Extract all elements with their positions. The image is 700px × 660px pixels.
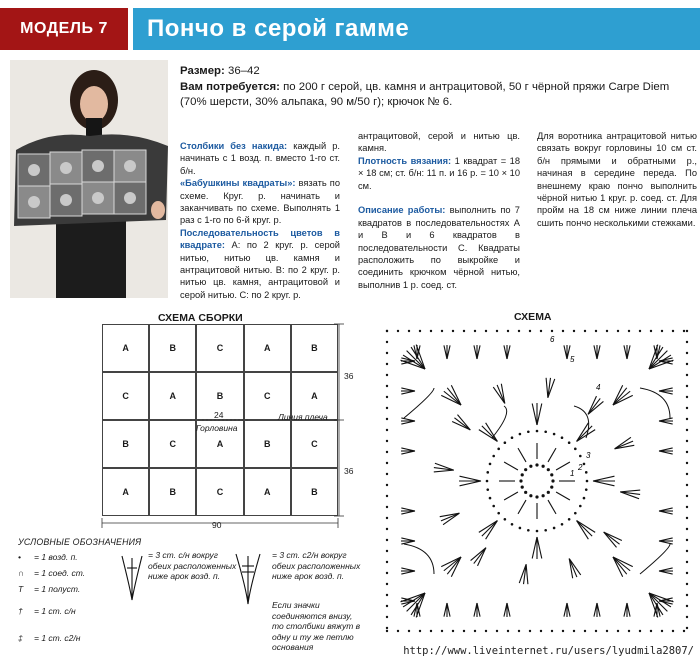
chain-stitch [474, 330, 476, 332]
assembly-square: B [244, 420, 291, 468]
chain-stitch [551, 630, 553, 632]
chain-stitch [686, 605, 688, 607]
chain-stitch [497, 512, 500, 515]
chain-stitch [583, 497, 586, 500]
chain-stitch [386, 517, 388, 519]
chain-stitch [686, 385, 688, 387]
chain-stitch [386, 418, 388, 420]
chain-stitch [386, 495, 388, 497]
granny-heading: «Бабушкины квадраты»: [180, 178, 296, 189]
stitch-heading: Столбики без накида: [180, 141, 288, 151]
chain-stitch [686, 572, 688, 574]
chain-stitch [686, 462, 688, 464]
chain-stitch [386, 506, 388, 508]
stitch-text: каждый р. начинать с 1 возд. п. вместо 1-го ст. б/н. [180, 141, 340, 176]
chain-stitch [686, 352, 688, 354]
chain-stitch [583, 463, 586, 466]
chain-stitch [639, 630, 641, 632]
chain-stitch [686, 517, 688, 519]
chain-stitch [507, 330, 509, 332]
chain-stitch [535, 463, 538, 466]
assembly-square: B [291, 324, 338, 372]
chain-stitch [585, 471, 588, 474]
legend-symbols [18, 552, 85, 649]
instructions-column-2 [358, 130, 520, 291]
chain-stitch [606, 330, 608, 332]
chain-stitch [686, 506, 688, 508]
chain-stitch [561, 523, 564, 526]
assembly-dimensions [0, 318, 360, 538]
chain-stitch [568, 441, 571, 444]
chain-stitch [606, 630, 608, 632]
chain-stitch [686, 407, 688, 409]
chain-stitch [504, 518, 507, 521]
assembly-square: A [102, 324, 149, 372]
chain-stitch [650, 330, 652, 332]
chain-stitch [561, 436, 564, 439]
model-badge: МОДЕЛЬ 7 [0, 8, 128, 50]
chain-stitch [686, 561, 688, 563]
chain-stitch [585, 488, 588, 491]
chain-stitch [519, 433, 522, 436]
cluster-stitch [604, 532, 617, 547]
assembly-square: B [291, 468, 338, 516]
round-number: 3 [586, 451, 591, 460]
chain-stitch [686, 451, 688, 453]
chain-stitch [397, 630, 399, 632]
cluster-stitch [537, 537, 542, 558]
chain-stitch [386, 330, 388, 332]
legend-item: ∩ = 1 соед. ст. [18, 568, 86, 578]
assembly-square: A [291, 372, 338, 420]
double-crochet-stitch [548, 448, 556, 462]
chain-stitch [595, 630, 597, 632]
chain-stitch [562, 630, 564, 632]
chain-stitch [686, 594, 688, 596]
chain-stitch [397, 330, 399, 332]
chain-stitch [386, 583, 388, 585]
chain-stitch [386, 616, 388, 618]
chain-stitch [496, 330, 498, 332]
chain-stitch [463, 330, 465, 332]
chain-stitch [542, 494, 545, 497]
chain-stitch [518, 330, 520, 332]
direction-arrow [492, 406, 507, 438]
assembly-square: C [244, 372, 291, 420]
double-crochet-stitch [556, 462, 570, 470]
chain-stitch [485, 630, 487, 632]
work-text: выполнить по 7 квадратов в последовательностях А и В и 6 квадратов в последовательности С. Квадраты расположить по выкройке и соединить крючком чёрной нитью, выполнив 1 р. соед. ст. [358, 205, 520, 290]
assembly-square: B [149, 324, 196, 372]
assembly-square: C [196, 324, 243, 372]
chain-stitch [386, 630, 388, 632]
chain-stitch [386, 341, 388, 343]
assembly-square: A [196, 420, 243, 468]
chain-stitch [536, 430, 539, 433]
chain-stitch [568, 518, 571, 521]
chain-stitch [386, 396, 388, 398]
chain-stitch [544, 529, 547, 532]
cluster-stitch [460, 476, 481, 481]
slip-stitch-icon: ∩ [18, 568, 25, 578]
chain-stitch [584, 630, 586, 632]
chain-stitch [686, 539, 688, 541]
legend-item: † = 1 ст. с/н [18, 606, 76, 616]
instructions-column-3 [537, 130, 697, 229]
dim-right-top: 36 [344, 371, 354, 381]
chain-stitch [386, 451, 388, 453]
chain-stitch [386, 572, 388, 574]
color-sequence-cont: антрацитовой, серой и нитью цв. камня. [358, 131, 520, 154]
size-label: Размер: [180, 65, 225, 77]
instructions-column-1 [180, 140, 340, 301]
chain-stitch [628, 330, 630, 332]
assembly-square: B [196, 372, 243, 420]
assembly-title: СХЕМА СБОРКИ [158, 312, 243, 324]
color-sequence-text: А: по 2 круг. р. серой нитью, нитью цв. камня и антрацитовой нитью. В: по 2 круг. р. нитью цв. камня, антрацитовой и серой нитью. С: по 2 круг. р. [180, 240, 340, 300]
chain-stitch [419, 630, 421, 632]
chain-stitch [452, 630, 454, 632]
chain-stitch [518, 630, 520, 632]
double-crochet-stitch [548, 500, 556, 514]
chain-stitch [584, 330, 586, 332]
chain-stitch [441, 630, 443, 632]
chain-stitch [686, 341, 688, 343]
cluster-stitch [546, 378, 548, 398]
chain-stitch [386, 440, 388, 442]
chain-stitch [573, 630, 575, 632]
chain-stitch [511, 523, 514, 526]
chain-stitch [686, 363, 688, 365]
chain-stitch [386, 374, 388, 376]
chain-stitch [574, 448, 577, 451]
round-number: 1 [570, 469, 575, 478]
chain-stitch [617, 630, 619, 632]
round-number: 4 [596, 383, 601, 392]
legend-item: • = 1 возд. п. [18, 552, 78, 562]
chain-stitch [579, 505, 582, 508]
crochet-chart [374, 318, 700, 644]
chain-stitch [550, 473, 553, 476]
gauge-text: 1 квадрат = 18 × 18 см; ст. б/н: 11 п. и 16 р. = 10 × 10 см. [358, 155, 520, 191]
cluster-stitch [526, 564, 528, 584]
chain-stitch [536, 530, 539, 533]
chain-stitch [452, 330, 454, 332]
chain-stitch [686, 495, 688, 497]
page-title: Пончо в серой гамме [133, 8, 700, 50]
chain-stitch [686, 473, 688, 475]
collar-text: Для воротника антрацитовой нитью связать вокруг горловины 10 см ст. б/н прямыми и обратными р., начиная в середине переда. По внешнему краю пончо выполнить чёрной нитью 1 круг. р. соед. ст. Для пройм на 18 см ниже линии плеча сшить пончо несколькими стежками. [537, 131, 697, 228]
assembly-square: B [149, 468, 196, 516]
cluster-stitch [537, 404, 542, 425]
legend-item: ‡ = 1 ст. с2/н [18, 633, 81, 643]
chain-stitch [562, 330, 564, 332]
chain-stitch [683, 330, 685, 332]
granny-text: вязать по схеме. Круг. р. начинать и заканчивать по схеме. Выполнять 1 раз с 1-го по 6-й круг. р. [180, 178, 340, 226]
chain-stitch [639, 330, 641, 332]
neck-width-dim: 24 [214, 410, 224, 420]
cluster-stitch [434, 470, 454, 472]
double-crochet-icon: † [18, 606, 23, 616]
need-value: по 200 г серой, цв. камня и антрацитовой, 50 г чёрной пряжи Carpe Diem (70% шерсти, 30% альпака, 90 м/50 г); крючок № 6. [180, 80, 670, 108]
chain-stitch [386, 594, 388, 596]
dim-right-bottom: 36 [344, 466, 354, 476]
double-crochet-stitch [518, 448, 526, 462]
cluster-stitch [471, 548, 486, 561]
chain-stitch [386, 561, 388, 563]
chain-stitch [686, 374, 688, 376]
assembly-square: A [102, 468, 149, 516]
cluster-stitch [588, 401, 603, 414]
poncho-photo [10, 60, 168, 298]
assembly-square: C [102, 372, 149, 420]
chain-stitch [386, 407, 388, 409]
dim-bottom: 90 [212, 520, 222, 530]
chain-stitch [386, 484, 388, 486]
chain-stitch [524, 468, 527, 471]
chain-stitch [686, 583, 688, 585]
work-heading: Описание работы: [358, 205, 446, 216]
chain-stitch [535, 495, 538, 498]
chain-stitch [527, 430, 530, 433]
chain-stitch [547, 468, 550, 471]
materials-info [180, 64, 695, 111]
chain-stitch [386, 462, 388, 464]
chain-stitch [686, 550, 688, 552]
chain-stitch [489, 497, 492, 500]
chain-stitch [486, 488, 489, 491]
assembly-square: C [291, 420, 338, 468]
round-number: 2 [578, 463, 583, 472]
treble-crochet-icon: ‡ [18, 633, 23, 643]
chain-stitch [386, 627, 388, 629]
chain-stitch [486, 480, 489, 483]
round-number: 5 [570, 355, 575, 364]
chain-stitch [540, 630, 542, 632]
chain-stitch [542, 465, 545, 468]
chain-stitch [408, 330, 410, 332]
assembly-square: B [102, 420, 149, 468]
chain-stitch [430, 630, 432, 632]
chain-stitch [386, 473, 388, 475]
assembly-square: C [196, 468, 243, 516]
chain-stitch [686, 616, 688, 618]
chain-stitch [386, 429, 388, 431]
chain-stitch [486, 471, 489, 474]
chain-stitch [551, 479, 554, 482]
chain-stitch [497, 448, 500, 451]
chain-stitch [686, 440, 688, 442]
legend-title: УСЛОВНЫЕ ОБОЗНАЧЕНИЯ [18, 537, 142, 547]
chain-stitch [527, 529, 530, 532]
double-crochet-stitch [504, 492, 518, 500]
chain-stitch [492, 455, 495, 458]
chain-stitch [504, 441, 507, 444]
legend-note-3: Если значки соединяются внизу, то столбики вяжут в одну и ту же петлю основания [272, 600, 361, 652]
chain-stitch [686, 396, 688, 398]
round-number: 6 [550, 335, 555, 344]
cluster-stitch [593, 481, 614, 486]
chain-stitch [511, 436, 514, 439]
cluster-stitch [532, 404, 537, 425]
chain-stitch [683, 630, 685, 632]
chain-stitch [661, 630, 663, 632]
chain-stitch [386, 539, 388, 541]
chain-stitch [550, 486, 553, 489]
chain-stitch [553, 433, 556, 436]
chain-stitch [628, 630, 630, 632]
legend-note-2: = 3 ст. с2/н вокруг обеих расположенных ниже арок возд. п. [272, 550, 361, 581]
chain-stitch [547, 491, 550, 494]
chain-stitch [408, 630, 410, 632]
chain-stitch [686, 627, 688, 629]
size-value: 36–42 [227, 65, 260, 77]
chain-stitch [551, 330, 553, 332]
chain-stitch [521, 473, 524, 476]
chain-stitch [507, 630, 509, 632]
assembly-square: A [149, 372, 196, 420]
cluster-stitch [460, 481, 481, 486]
chain-stitch [519, 527, 522, 530]
cluster-stitch [620, 490, 640, 492]
chain-stitch [672, 330, 674, 332]
chain-stitch [489, 463, 492, 466]
chain-stitch [595, 330, 597, 332]
chain-stitch [463, 630, 465, 632]
chain-stitch [474, 630, 476, 632]
chain-stitch [686, 330, 688, 332]
chain-stitch [529, 465, 532, 468]
chain-stitch [686, 484, 688, 486]
cluster-stitch [593, 476, 614, 481]
chain-stitch [617, 330, 619, 332]
chain-stitch [430, 330, 432, 332]
chain-stitch [686, 418, 688, 420]
chain-stitch [386, 605, 388, 607]
chain-stitch [419, 330, 421, 332]
legend-item: T = 1 полуст. [18, 584, 81, 594]
assembly-square: A [244, 324, 291, 372]
shoulder-line-label: Линия плеча [278, 412, 328, 422]
chain-stitch [540, 330, 542, 332]
chain-stitch [553, 527, 556, 530]
chain-stitch [386, 550, 388, 552]
chain-icon: • [18, 552, 21, 562]
chain-stitch [574, 512, 577, 515]
gauge-heading: Плотность вязания: [358, 155, 452, 166]
chain-stitch [686, 528, 688, 530]
chain-stitch [386, 385, 388, 387]
chain-stitch [521, 486, 524, 489]
chain-stitch [524, 491, 527, 494]
chain-stitch [492, 505, 495, 508]
chain-stitch [496, 630, 498, 632]
chain-stitch [544, 430, 547, 433]
double-crochet-stitch [504, 462, 518, 470]
half-double-icon: T [18, 584, 24, 594]
legend-note-1: = 3 ст. с/н вокруг обеих расположенных ниже арок возд. п. [148, 550, 237, 581]
chain-stitch [586, 480, 589, 483]
chain-stitch [661, 330, 663, 332]
chain-stitch [519, 479, 522, 482]
double-crochet-stitch [556, 492, 570, 500]
color-sequence-heading: Последовательность цветов в квадрате: [180, 227, 340, 251]
need-label: Вам потребуется: [180, 80, 280, 93]
chain-stitch [529, 630, 531, 632]
neck-label: Горловина [196, 423, 238, 433]
assembly-square: A [244, 468, 291, 516]
chain-stitch [386, 363, 388, 365]
double-crochet-stitch [518, 500, 526, 514]
schema-title: СХЕМА [514, 311, 552, 323]
chain-stitch [485, 330, 487, 332]
chain-stitch [579, 455, 582, 458]
chain-stitch [686, 429, 688, 431]
assembly-square: C [149, 420, 196, 468]
chain-stitch [441, 330, 443, 332]
chain-stitch [529, 330, 531, 332]
cluster-stitch [532, 537, 537, 558]
chain-stitch [386, 528, 388, 530]
chain-stitch [573, 330, 575, 332]
chain-stitch [386, 352, 388, 354]
chain-stitch [650, 630, 652, 632]
chain-stitch [529, 494, 532, 497]
source-url: http://www.liveinternet.ru/users/lyudmila2807/ [403, 645, 694, 657]
chain-stitch [672, 630, 674, 632]
cluster-stitch [457, 415, 470, 430]
